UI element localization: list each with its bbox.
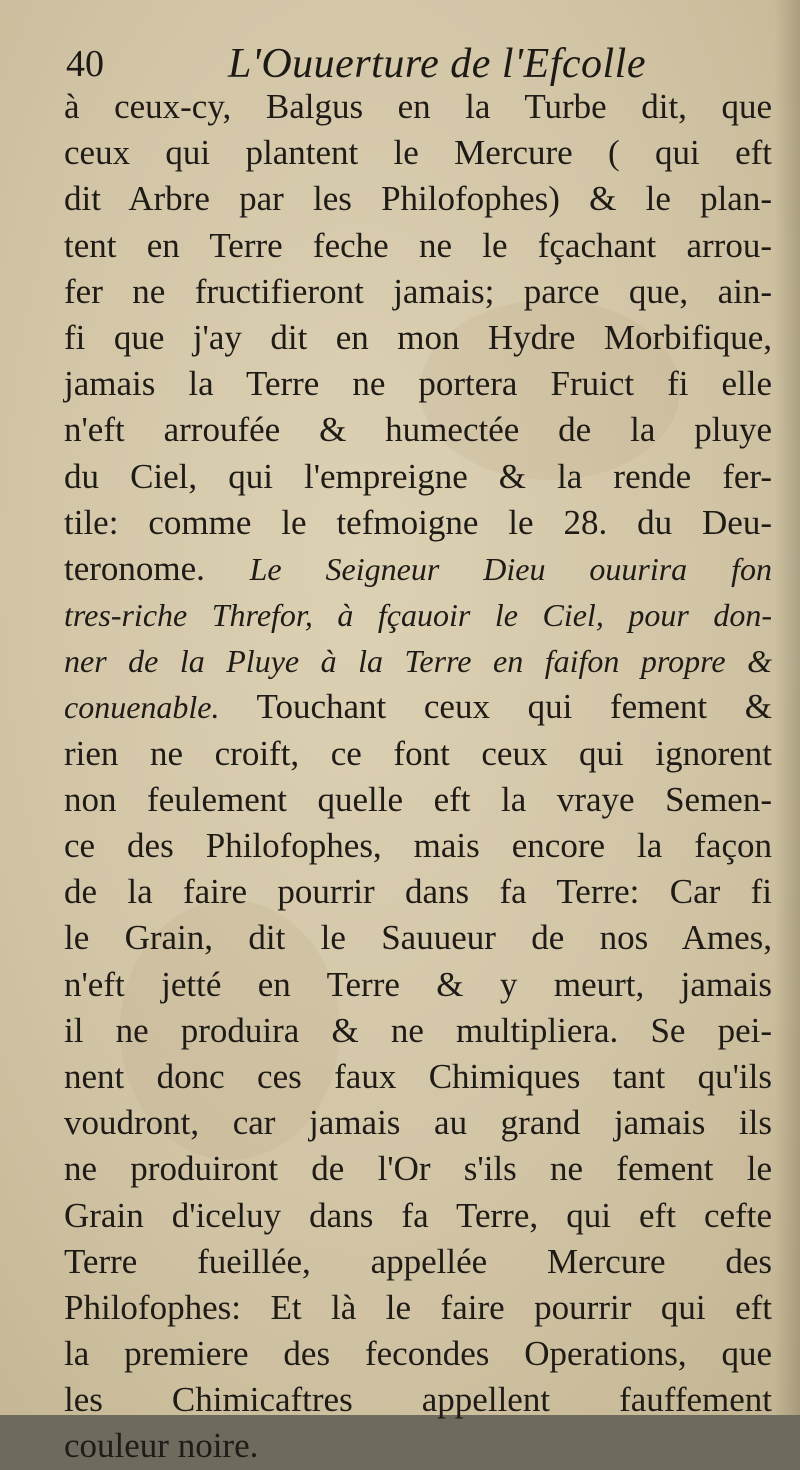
text-line-italic: tres-riche Threfor, à fçauoir le Ciel, pour don- [64,597,772,634]
text-line: Terre fueillée, appellée Mercure des [64,1241,772,1281]
text-line: fi que j'ay dit en mon Hydre Morbifique, [64,317,772,357]
text-line: à ceux-cy, Balgus en la Turbe dit, que [64,87,772,126]
text-line: Grain d'iceluy dans fa Terre, qui eft cefte [64,1195,772,1235]
page-number: 40 [66,43,104,85]
text-line [64,684,772,730]
text-line: du Ciel, qui l'empreigne & la rende fer- [64,456,772,496]
text-line: la premiere des fecondes Operations, que [64,1334,772,1374]
text-line: ne produiront de l'Or s'ils ne fement le [64,1149,772,1189]
page-header [62,38,752,90]
body-text [64,84,772,1470]
text-line: fer ne fructifieront jamais; parce que, ain- [64,271,772,311]
page-edge-shadow [774,0,800,1415]
text-line: jamais la Terre ne portera Fruict fi elle [64,364,772,404]
text-line: il ne produira & ne multipliera. Se pei- [64,1010,772,1050]
text-line: non feulement quelle eft la vraye Semen- [64,779,772,819]
text-line: dit Arbre par les Philofophes) & le plan- [64,179,772,219]
text-line: ce des Philofophes, mais encore la façon [64,826,772,865]
text-line: de la faire pourrir dans fa Terre: Car fi [64,872,772,912]
text-italic: Le Seigneur Dieu ouurira fon [249,550,773,587]
text-line: nent donc ces faux Chimiques tant qu'ils [64,1056,772,1096]
text-line: tent en Terre feche ne le fçachant arrou- [64,225,772,265]
text-line: rien ne croift, ce font ceux qui ignorent [64,733,772,773]
text-line: les Chimicaftres appellent fauffement [64,1380,772,1420]
text-roman: teronome. [64,548,205,588]
running-title: L'Ouuerture de l'Efcolle [228,41,646,87]
text-italic: conuenable. [64,689,220,726]
text-line: Philofophes: Et là le faire pourrir qui eft [64,1287,772,1327]
text-line-italic: ner de la Pluye à la Terre en faifon propre & [64,643,772,680]
text-line: le Grain, dit le Sauueur de nos Ames, [64,918,772,958]
text-roman: Touchant ceux qui fement & [256,687,772,727]
text-line: ceux qui plantent le Mercure ( qui eft [64,133,772,173]
text-line-last: couleur noire. [64,1426,259,1466]
text-line: voudront, car jamais au grand jamais ils [64,1103,772,1143]
text-line [64,546,772,592]
text-line: n'eft arroufée & humectée de la pluye [64,410,772,450]
text-line: n'eft jetté en Terre & y meurt, jamais [64,964,772,1004]
text-line: tile: comme le tefmoigne le 28. du Deu- [64,502,772,542]
